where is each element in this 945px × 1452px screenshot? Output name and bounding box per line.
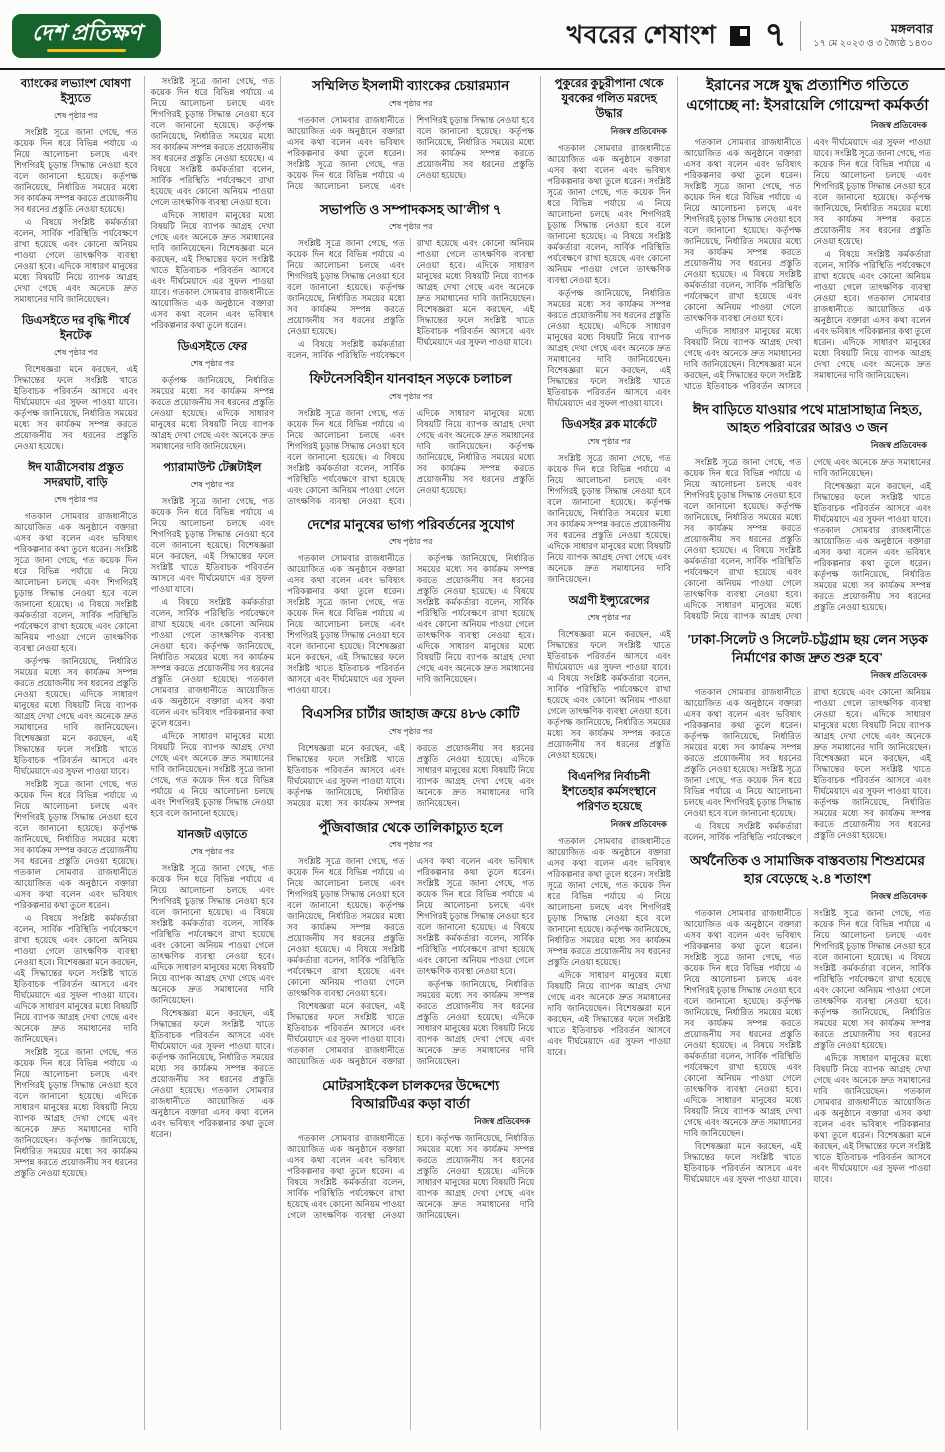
page-number: ৭ — [764, 17, 787, 54]
article — [151, 828, 275, 1140]
article-continuation — [151, 76, 275, 331]
page-content — [0, 70, 945, 1438]
date-line: ১৭ মে ২০২৩ ও ৩ জ্যৈষ্ঠ ১৪৩০ — [813, 39, 933, 50]
article — [683, 632, 931, 843]
article — [547, 594, 671, 761]
article-headline: যানজট এড়াতে — [177, 828, 248, 841]
article-paragraph: সংশ্লিষ্ট সূত্রে জানা গেছে, গত কয়েক দিন ধরে বিভিন্ন পর্যায়ে এ নিয়ে আলোচনা চলছে এবং শিগগিরই চূড়ান্ত সিদ্ধান্ত নেওয়া হবে বলে জানানো হয়েছে। কর্তৃপক্ষ জানিয়েছে, নির্ধারিত সময়ের মধ্যে সব কার্যক্রম সম্পন্ন করতে প্রয়োজনীয় সব ধরনের প্রস্তুতি নেওয়া হয়েছে। — [14, 126, 138, 214]
column-5 — [540, 76, 677, 1430]
article-paragraph: এ বিষয়ে সংশ্লিষ্ট কর্মকর্তারা বলেন, সার্বিক পরিস্থিতি পর্যবেক্ষণে রাখা হয়েছে এবং কোনো অনিয়ম পাওয়া গেলে তাৎক্ষণিক ব্যবস্থা নেওয়া হবে। এদিকে সাধারণ মানুষের মধ্যে বিষয়টি নিয়ে ব্যাপক আগ্রহ দেখা গেছে এবং অনেকে দ্রুত সমাধানের দাবি জানিয়েছেন। বিশেষজ্ঞরা মনে করছেন, এই সিদ্ধান্তের ফলে সংশ্লিষ্ট খাতে ইতিবাচক পরিবর্তন আসবে এবং দীর্ঘমেয়াদে এর সুফল পাওয়া যাবে। কর্তৃপক্ষ জানিয়েছে, নির্ধারিত সময়ের মধ্যে সব কার্যক্রম সম্পন্ন করতে প্রয়োজনীয় সব ধরনের প্রস্তুতি নেওয়া হয়েছে। — [683, 687, 931, 843]
article — [547, 77, 671, 409]
article-paragraph: গতকাল সোমবার রাজধানীতে আয়োজিত এক অনুষ্ঠানে বক্তারা এসব কথা বলেন এবং ভবিষ্যৎ পরিকল্পনার কথা তুলে ধরেন। সংশ্লিষ্ট সূত্রে জানা গেছে, গত কয়েক দিন ধরে বিভিন্ন পর্যায়ে এ নিয়ে আলোচনা চলছে এবং শিগগিরই চূড়ান্ত সিদ্ধান্ত নেওয়া হবে বলে জানানো হয়েছে। এ বিষয়ে সংশ্লিষ্ট কর্মকর্তারা বলেন, সার্বিক পরিস্থিতি পর্যবেক্ষণে রাখা হয়েছে এবং কোনো অনিয়ম পাওয়া গেলে তাৎক্ষণিক ব্যবস্থা নেওয়া হবে। — [547, 142, 671, 285]
article-byline: শেষ পৃষ্ঠার পর — [388, 537, 433, 547]
article-paragraph: এদিকে সাধারণ মানুষের মধ্যে বিষয়টি নিয়ে ব্যাপক আগ্রহ দেখা গেছে এবং অনেকে দ্রুত সমাধানের দাবি জানিয়েছেন। সংশ্লিষ্ট সূত্রে জানা গেছে, গত কয়েক দিন ধরে বিভিন্ন পর্যায়ে এ নিয়ে আলোচনা চলছে এবং শিগগিরই চূড়ান্ত সিদ্ধান্ত নেওয়া হবে বলে জানানো হয়েছে। — [150, 730, 275, 818]
article-paragraph: গতকাল সোমবার রাজধানীতে আয়োজিত এক অনুষ্ঠানে বক্তারা এসব কথা বলেন এবং ভবিষ্যৎ পরিকল্পনার কথা তুলে ধরেন। এ বিষয়ে সংশ্লিষ্ট কর্মকর্তারা বলেন, সার্বিক পরিস্থিতি পর্যবেক্ষণে রাখা হয়েছে এবং কোনো অনিয়ম পাওয়া গেলে তাৎক্ষণিক ব্যবস্থা নেওয়া হবে। কর্তৃপক্ষ জানিয়েছে, নির্ধারিত সময়ের মধ্যে সব কার্যক্রম সম্পন্ন করতে প্রয়োজনীয় সব ধরনের প্রস্তুতি নেওয়া হয়েছে। এদিকে সাধারণ মানুষের মধ্যে বিষয়টি নিয়ে ব্যাপক আগ্রহ দেখা গেছে এবং অনেকে দ্রুত সমাধানের দাবি জানিয়েছেন। — [287, 1133, 535, 1221]
article-paragraph: কর্তৃপক্ষ জানিয়েছে, নির্ধারিত সময়ের মধ্যে সব কার্যক্রম সম্পন্ন করতে প্রয়োজনীয় সব ধরনের প্রস্তুতি নেওয়া হয়েছে। এদিকে সাধারণ মানুষের মধ্যে বিষয়টি নিয়ে ব্যাপক আগ্রহ দেখা গেছে এবং অনেকে দ্রুত সমাধানের দাবি জানিয়েছেন। — [150, 374, 275, 451]
article-headline: ইরানের সঙ্গে যুদ্ধ প্রত্যাশিত গতিতে এগোচ্ছে না: ইসরায়েলি গোয়েন্দা কর্মকর্তা — [686, 78, 929, 114]
article-headline: ঈদ যাত্রীসেবায় প্রস্তুত সদরঘাট, বাড়ি — [28, 461, 124, 489]
date-block — [800, 21, 933, 51]
article — [683, 853, 931, 1186]
article-paragraph: সংশ্লিষ্ট সূত্রে জানা গেছে, গত কয়েক দিন ধরে বিভিন্ন পর্যায়ে এ নিয়ে আলোচনা চলছে এবং শিগগিরই চূড়ান্ত সিদ্ধান্ত নেওয়া হবে বলে জানানো হয়েছে। কর্তৃপক্ষ জানিয়েছে, নির্ধারিত সময়ের মধ্যে সব কার্যক্রম সম্পন্ন করতে প্রয়োজনীয় সব ধরনের প্রস্তুতি নেওয়া হয়েছে। এ বিষয়ে সংশ্লিষ্ট কর্মকর্তারা বলেন, সার্বিক পরিস্থিতি পর্যবেক্ষণে রাখা হয়েছে এবং কোনো অনিয়ম পাওয়া গেলে তাৎক্ষণিক ব্যবস্থা নেওয়া হবে। — [150, 76, 275, 207]
article-paragraph: সংশ্লিষ্ট সূত্রে জানা গেছে, গত কয়েক দিন ধরে বিভিন্ন পর্যায়ে এ নিয়ে আলোচনা চলছে এবং শিগগিরই চূড়ান্ত সিদ্ধান্ত নেওয়া হবে বলে জানানো হয়েছে। এ বিষয়ে সংশ্লিষ্ট কর্মকর্তারা বলেন, সার্বিক পরিস্থিতি পর্যবেক্ষণে রাখা হয়েছে এবং কোনো অনিয়ম পাওয়া গেলে তাৎক্ষণিক ব্যবস্থা নেওয়া হবে। এদিকে সাধারণ মানুষের মধ্যে বিষয়টি নিয়ে ব্যাপক আগ্রহ দেখা গেছে এবং অনেকে দ্রুত সমাধানের দাবি জানিয়েছেন। — [150, 862, 275, 1005]
columns-3-4 — [280, 76, 540, 1430]
article-paragraph: বিশেষজ্ঞরা মনে করছেন, এই সিদ্ধান্তের ফলে সংশ্লিষ্ট খাতে ইতিবাচক পরিবর্তন আসবে এবং দীর্ঘমেয়াদে এর সুফল পাওয়া যাবে। কর্তৃপক্ষ জানিয়েছে, নির্ধারিত সময়ের মধ্যে সব কার্যক্রম সম্পন্ন করতে প্রয়োজনীয় সব ধরনের প্রস্তুতি নেওয়া হয়েছে। গতকাল সোমবার রাজধানীতে আয়োজিত এক অনুষ্ঠানে বক্তারা এসব কথা বলেন এবং ভবিষ্যৎ পরিকল্পনার কথা তুলে ধরেন। — [150, 1007, 275, 1139]
article-paragraph: কর্তৃপক্ষ জানিয়েছে, নির্ধারিত সময়ের মধ্যে সব কার্যক্রম সম্পন্ন করতে প্রয়োজনীয় সব ধরনের প্রস্তুতি নেওয়া হয়েছে। এদিকে সাধারণ মানুষের মধ্যে বিষয়টি নিয়ে ব্যাপক আগ্রহ দেখা গেছে এবং অনেকে দ্রুত সমাধানের দাবি জানিয়েছেন। — [416, 979, 535, 1067]
article-byline: নিজস্ব প্রতিবেদক — [870, 891, 928, 902]
article-headline: ডিএসইতে দর বৃদ্ধি শীর্ষে ইনটেক — [22, 314, 130, 342]
article-paragraph: এ বিষয়ে সংশ্লিষ্ট কর্মকর্তারা বলেন, সার্বিক পরিস্থিতি পর্যবেক্ষণে রাখা হয়েছে এবং কোনো অনিয়ম পাওয়া গেলে তাৎক্ষণিক ব্যবস্থা নেওয়া হবে। কর্তৃপক্ষ জানিয়েছে, নির্ধারিত সময়ের মধ্যে সব কার্যক্রম সম্পন্ন করতে প্রয়োজনীয় সব ধরনের প্রস্তুতি নেওয়া হয়েছে। গতকাল সোমবার রাজধানীতে আয়োজিত এক অনুষ্ঠানে বক্তারা এসব কথা বলেন এবং ভবিষ্যৎ পরিকল্পনার কথা তুলে ধরেন। — [150, 596, 275, 728]
article-headline: অগ্রণী ইন্স্যুরেন্সের — [568, 594, 650, 607]
article-byline: নিজস্ব প্রতিবেদক — [870, 440, 928, 451]
article — [151, 340, 275, 452]
article-paragraph: সংশ্লিষ্ট সূত্রে জানা গেছে, গত কয়েক দিন ধরে বিভিন্ন পর্যায়ে এ নিয়ে আলোচনা চলছে এবং শিগগিরই চূড়ান্ত সিদ্ধান্ত নেওয়া হবে বলে জানানো হয়েছে। এদিকে সাধারণ মানুষের মধ্যে বিষয়টি নিয়ে ব্যাপক আগ্রহ দেখা গেছে এবং অনেকে দ্রুত সমাধানের দাবি জানিয়েছেন। কর্তৃপক্ষ জানিয়েছে, নির্ধারিত সময়ের মধ্যে সব কার্যক্রম সম্পন্ন করতে প্রয়োজনীয় সব ধরনের প্রস্তুতি নেওয়া হয়েছে। — [14, 1046, 138, 1178]
article-paragraph: সংশ্লিষ্ট সূত্রে জানা গেছে, গত কয়েক দিন ধরে বিভিন্ন পর্যায়ে এ নিয়ে আলোচনা চলছে এবং শিগগিরই চূড়ান্ত সিদ্ধান্ত নেওয়া হবে বলে জানানো হয়েছে। কর্তৃপক্ষ জানিয়েছে, নির্ধারিত সময়ের মধ্যে সব কার্যক্রম সম্পন্ন করতে প্রয়োজনীয় সব ধরনের প্রস্তুতি নেওয়া হয়েছে। গতকাল সোমবার রাজধানীতে আয়োজিত এক অনুষ্ঠানে বক্তারা এসব কথা বলেন এবং ভবিষ্যৎ পরিকল্পনার কথা তুলে ধরেন। — [14, 778, 138, 910]
article — [14, 314, 138, 452]
article-byline: শেষ পৃষ্ঠার পর — [53, 110, 98, 120]
article-headline: ঈদ বাড়িতে যাওয়ার পথে মাদ্রাসাছাত্র নিহত, আহত পরিবারের আরও ৩ জন — [692, 402, 923, 435]
article-byline: শেষ পৃষ্ঠার পর — [587, 612, 631, 622]
column-2 — [144, 76, 281, 1430]
section-title: খবরের শেষাংশ — [566, 21, 717, 49]
article-paragraph: গতকাল সোমবার রাজধানীতে আয়োজিত এক অনুষ্ঠানে বক্তারা এসব কথা বলেন এবং ভবিষ্যৎ পরিকল্পনার কথা তুলে ধরেন। সংশ্লিষ্ট সূত্রে জানা গেছে, গত কয়েক দিন ধরে বিভিন্ন পর্যায়ে এ নিয়ে আলোচনা চলছে এবং শিগগিরই চূড়ান্ত সিদ্ধান্ত নেওয়া হবে বলে জানানো হয়েছে। বিশেষজ্ঞরা মনে করছেন, এই সিদ্ধান্তের ফলে সংশ্লিষ্ট খাতে ইতিবাচক পরিবর্তন আসবে এবং দীর্ঘমেয়াদে এর সুফল পাওয়া যাবে। — [287, 553, 405, 696]
article-paragraph: সংশ্লিষ্ট সূত্রে জানা গেছে, গত কয়েক দিন ধরে বিভিন্ন পর্যায়ে এ নিয়ে আলোচনা চলছে এবং শিগগিরই চূড়ান্ত সিদ্ধান্ত নেওয়া হবে বলে জানানো হয়েছে। কর্তৃপক্ষ জানিয়েছে, নির্ধারিত সময়ের মধ্যে সব কার্যক্রম সম্পন্ন করতে প্রয়োজনীয় সব ধরনের প্রস্তুতি নেওয়া হয়েছে। এদিকে সাধারণ মানুষের মধ্যে বিষয়টি নিয়ে ব্যাপক আগ্রহ দেখা গেছে এবং অনেকে দ্রুত সমাধানের দাবি জানিয়েছেন। — [547, 452, 671, 584]
article-paragraph: গতকাল সোমবার রাজধানীতে আয়োজিত এক অনুষ্ঠানে বক্তারা এসব কথা বলেন এবং ভবিষ্যৎ পরিকল্পনার কথা তুলে ধরেন। সংশ্লিষ্ট সূত্রে জানা গেছে, গত কয়েক দিন ধরে বিভিন্ন পর্যায়ে এ নিয়ে আলোচনা চলছে এবং শিগগিরই চূড়ান্ত সিদ্ধান্ত নেওয়া হবে বলে জানানো হয়েছে। এ বিষয়ে সংশ্লিষ্ট কর্মকর্তারা বলেন, সার্বিক পরিস্থিতি পর্যবেক্ষণে রাখা হয়েছে এবং কোনো অনিয়ম পাওয়া গেলে তাৎক্ষণিক ব্যবস্থা নেওয়া হবে। — [14, 510, 138, 653]
section-ornament-icon — [730, 26, 750, 46]
article — [287, 201, 535, 361]
article-byline: নিজস্ব প্রতিবেদক — [870, 670, 928, 681]
article-byline: শেষ পৃষ্ঠার পর — [388, 391, 433, 401]
article-paragraph: এ বিষয়ে সংশ্লিষ্ট কর্মকর্তারা বলেন, সার্বিক পরিস্থিতি পর্যবেক্ষণে রাখা হয়েছে এবং কোনো অনিয়ম পাওয়া গেলে তাৎক্ষণিক ব্যবস্থা নেওয়া হবে। বিশেষজ্ঞরা মনে করছেন, এই সিদ্ধান্তের ফলে সংশ্লিষ্ট খাতে ইতিবাচক পরিবর্তন আসবে এবং দীর্ঘমেয়াদে এর সুফল পাওয়া যাবে। এদিকে সাধারণ মানুষের মধ্যে বিষয়টি নিয়ে ব্যাপক আগ্রহ দেখা গেছে এবং অনেকে দ্রুত সমাধানের দাবি জানিয়েছেন। — [14, 912, 138, 1044]
article-paragraph: সংশ্লিষ্ট সূত্রে জানা গেছে, গত কয়েক দিন ধরে বিভিন্ন পর্যায়ে এ নিয়ে আলোচনা চলছে এবং শিগগিরই চূড়ান্ত সিদ্ধান্ত নেওয়া হবে বলে জানানো হয়েছে। বিশেষজ্ঞরা মনে করছেন, এই সিদ্ধান্তের ফলে সংশ্লিষ্ট খাতে ইতিবাচক পরিবর্তন আসবে এবং দীর্ঘমেয়াদে এর সুফল পাওয়া যাবে। — [150, 495, 275, 594]
article-headline: ডিএসইর ব্লক মার্কেটে — [561, 418, 657, 431]
article-headline: পুঁজিবাজার থেকে তালিকাচ্যুত হলে — [318, 819, 503, 835]
article-byline: শেষ পৃষ্ঠার পর — [53, 494, 98, 504]
article-byline: শেষ পৃষ্ঠার পর — [190, 358, 235, 368]
logo-underline-accent — [47, 49, 126, 52]
article — [151, 461, 275, 819]
article-headline: 'ঢাকা-সিলেট ও সিলেট-চট্টগ্রাম ছয় লেন সড়ক নির্মাণের কাজ দ্রুত শুরু হবে' — [687, 632, 928, 665]
article-headline: প্যারামাউন্ট টেক্সটাইল — [163, 461, 262, 474]
article-headline: মোটরসাইকেল চালকদের উদ্দেশ্যে বিআরটিএর কড়া বার্তা — [322, 1078, 500, 1111]
article-paragraph: বিশেষজ্ঞরা মনে করছেন, এই সিদ্ধান্তের ফলে সংশ্লিষ্ট খাতে ইতিবাচক পরিবর্তন আসবে এবং দীর্ঘমেয়াদে এর সুফল পাওয়া যাবে। কর্তৃপক্ষ জানিয়েছে, নির্ধারিত সময়ের মধ্যে সব কার্যক্রম সম্পন্ন করতে প্রয়োজনীয় সব ধরনের প্রস্তুতি নেওয়া হয়েছে। এদিকে সাধারণ মানুষের মধ্যে বিষয়টি নিয়ে ব্যাপক আগ্রহ দেখা গেছে এবং অনেকে দ্রুত সমাধানের দাবি জানিয়েছেন। — [287, 742, 535, 808]
article-byline: শেষ পৃষ্ঠার পর — [388, 726, 433, 736]
article-headline: ব্যাংকের লভ্যাংশ ঘোষণা ইস্যুতে — [20, 78, 131, 105]
columns-6-7 — [677, 76, 937, 1430]
article-headline: পুকুরের কুচুরীপানা থেকে যুবকের গলিত মরদেহ উদ্ধার — [554, 78, 664, 120]
article-byline: শেষ পৃষ্ঠার পর — [53, 347, 98, 357]
article-byline: শেষ পৃষ্ঠার পর — [587, 436, 631, 446]
article-paragraph: কর্তৃপক্ষ জানিয়েছে, নির্ধারিত সময়ের মধ্যে সব কার্যক্রম সম্পন্ন করতে প্রয়োজনীয় সব ধরনের প্রস্তুতি নেওয়া হয়েছে। এদিকে সাধারণ মানুষের মধ্যে বিষয়টি নিয়ে ব্যাপক আগ্রহ দেখা গেছে এবং অনেকে দ্রুত সমাধানের দাবি জানিয়েছেন। বিশেষজ্ঞরা মনে করছেন, এই সিদ্ধান্তের ফলে সংশ্লিষ্ট খাতে ইতিবাচক পরিবর্তন আসবে এবং দীর্ঘমেয়াদে এর সুফল পাওয়া যাবে। — [547, 287, 671, 408]
article-byline: নিজস্ব প্রতিবেদক — [610, 818, 667, 829]
article-headline: দেশের মানুষের ভাগ্য পরিবর্তনের সুযোগ — [307, 516, 515, 532]
article-paragraph: কর্তৃপক্ষ জানিয়েছে, নির্ধারিত সময়ের মধ্যে সব কার্যক্রম সম্পন্ন করতে প্রয়োজনীয় সব ধরনের প্রস্তুতি নেওয়া হয়েছে। এ বিষয়ে সংশ্লিষ্ট কর্মকর্তারা বলেন, সার্বিক পরিস্থিতি পর্যবেক্ষণে রাখা হয়েছে এবং কোনো অনিয়ম পাওয়া গেলে তাৎক্ষণিক ব্যবস্থা নেওয়া হবে। এদিকে সাধারণ মানুষের মধ্যে বিষয়টি নিয়ে ব্যাপক আগ্রহ দেখা গেছে এবং অনেকে দ্রুত সমাধানের দাবি জানিয়েছেন। — [416, 553, 535, 685]
article-headline: সম্মিলিত ইসলামী ব্যাংকের চেয়ারম্যান — [312, 78, 510, 93]
article-headline: সভাপতি ও সম্পাদকসহ আ'লীগ ৭ — [319, 201, 502, 217]
article-headline: ডিএসইতে ফের — [177, 341, 248, 353]
article-byline: শেষ পৃষ্ঠার পর — [388, 840, 433, 850]
article-byline: শেষ পৃষ্ঠার পর — [190, 846, 235, 856]
article-paragraph: এদিকে সাধারণ মানুষের মধ্যে বিষয়টি নিয়ে ব্যাপক আগ্রহ দেখা গেছে এবং অনেকে দ্রুত সমাধানের দাবি জানিয়েছেন। বিশেষজ্ঞরা মনে করছেন, এই সিদ্ধান্তের ফলে সংশ্লিষ্ট খাতে ইতিবাচক পরিবর্তন আসবে এবং দীর্ঘমেয়াদে এর সুফল পাওয়া যাবে। সংশ্লিষ্ট সূত্রে জানা গেছে, গত কয়েক দিন ধরে বিভিন্ন পর্যায়ে এ নিয়ে আলোচনা চলছে এবং শিগগিরই চূড়ান্ত সিদ্ধান্ত নেওয়া হবে বলে জানানো হয়েছে। কর্তৃপক্ষ জানিয়েছে, নির্ধারিত সময়ের মধ্যে সব কার্যক্রম সম্পন্ন করতে প্রয়োজনীয় সব ধরনের প্রস্তুতি নেওয়া হয়েছে। — [683, 137, 931, 391]
article-paragraph: বিশেষজ্ঞরা মনে করছেন, এই সিদ্ধান্তের ফলে সংশ্লিষ্ট খাতে ইতিবাচক পরিবর্তন আসবে এবং দীর্ঘমেয়াদে এর সুফল পাওয়া যাবে। এ বিষয়ে সংশ্লিষ্ট কর্মকর্তারা বলেন, সার্বিক পরিস্থিতি পর্যবেক্ষণে রাখা হয়েছে এবং কোনো অনিয়ম পাওয়া গেলে তাৎক্ষণিক ব্যবস্থা নেওয়া হবে। কর্তৃপক্ষ জানিয়েছে, নির্ধারিত সময়ের মধ্যে সব কার্যক্রম সম্পন্ন করতে প্রয়োজনীয় সব ধরনের প্রস্তুতি নেওয়া হয়েছে। — [547, 628, 671, 760]
article-paragraph: গতকাল সোমবার রাজধানীতে আয়োজিত এক অনুষ্ঠানে বক্তারা এসব কথা বলেন এবং ভবিষ্যৎ পরিকল্পনার কথা তুলে ধরেন। সংশ্লিষ্ট সূত্রে জানা গেছে, গত কয়েক দিন ধরে বিভিন্ন পর্যায়ে এ নিয়ে আলোচনা চলছে এবং শিগগিরই চূড়ান্ত সিদ্ধান্ত নেওয়া হবে বলে জানানো হয়েছে। কর্তৃপক্ষ জানিয়েছে, নির্ধারিত সময়ের মধ্যে সব কার্যক্রম সম্পন্ন করতে প্রয়োজনীয় সব ধরনের প্রস্তুতি নেওয়া হয়েছে। এ বিষয়ে সংশ্লিষ্ট কর্মকর্তারা বলেন, সার্বিক পরিস্থিতি পর্যবেক্ষণে রাখা হয়েছে এবং কোনো অনিয়ম পাওয়া গেলে তাৎক্ষণিক ব্যবস্থা নেওয়া হবে। এদিকে সাধারণ মানুষের মধ্যে বিষয়টি নিয়ে ব্যাপক আগ্রহ দেখা গেছে এবং অনেকে দ্রুত সমাধানের দাবি জানিয়েছেন। — [683, 908, 802, 1139]
article — [287, 78, 535, 192]
article-paragraph: বিশেষজ্ঞরা মনে করছেন, এই সিদ্ধান্তের ফলে সংশ্লিষ্ট খাতে ইতিবাচক পরিবর্তন আসবে এবং দীর্ঘমেয়াদে এর সুফল পাওয়া যাবে। সংশ্লিষ্ট সূত্রে জানা গেছে, গত কয়েক দিন ধরে বিভিন্ন পর্যায়ে এ নিয়ে আলোচনা চলছে এবং শিগগিরই চূড়ান্ত সিদ্ধান্ত নেওয়া হবে বলে জানানো হয়েছে। এ বিষয়ে সংশ্লিষ্ট কর্মকর্তারা বলেন, সার্বিক পরিস্থিতি পর্যবেক্ষণে রাখা হয়েছে এবং কোনো অনিয়ম পাওয়া গেলে তাৎক্ষণিক ব্যবস্থা নেওয়া হবে। কর্তৃপক্ষ জানিয়েছে, নির্ধারিত সময়ের মধ্যে সব কার্যক্রম সম্পন্ন করতে প্রয়োজনীয় সব ধরনের প্রস্তুতি নেওয়া হয়েছে। — [683, 908, 931, 1185]
article-byline: নিজস্ব প্রতিবেদক — [870, 120, 928, 130]
article-paragraph: গতকাল সোমবার রাজধানীতে আয়োজিত এক অনুষ্ঠানে বক্তারা এসব কথা বলেন এবং ভবিষ্যৎ পরিকল্পনার কথা তুলে ধরেন। কর্তৃপক্ষ জানিয়েছে, নির্ধারিত সময়ের মধ্যে সব কার্যক্রম সম্পন্ন করতে প্রয়োজনীয় সব ধরনের প্রস্তুতি নেওয়া হয়েছে। সংশ্লিষ্ট সূত্রে জানা গেছে, গত কয়েক দিন ধরে বিভিন্ন পর্যায়ে এ নিয়ে আলোচনা চলছে এবং শিগগিরই চূড়ান্ত সিদ্ধান্ত নেওয়া হবে বলে জানানো হয়েছে। — [683, 687, 802, 819]
weekday: মঙ্গলবার — [890, 22, 933, 37]
article-paragraph: বিশেষজ্ঞরা মনে করছেন, এই সিদ্ধান্তের ফলে সংশ্লিষ্ট খাতে ইতিবাচক পরিবর্তন আসবে এবং দীর্ঘমেয়াদে এর সুফল পাওয়া যাবে। কর্তৃপক্ষ জানিয়েছে, নির্ধারিত সময়ের মধ্যে সব কার্যক্রম সম্পন্ন করতে প্রয়োজনীয় সব ধরনের প্রস্তুতি নেওয়া হয়েছে। — [14, 363, 138, 451]
article — [287, 371, 535, 507]
article-paragraph: এ বিষয়ে সংশ্লিষ্ট কর্মকর্তারা বলেন, সার্বিক পরিস্থিতি পর্যবেক্ষণে রাখা হয়েছে এবং কোনো অনিয়ম পাওয়া গেলে তাৎক্ষণিক ব্যবস্থা নেওয়া হবে। এদিকে সাধারণ মানুষের মধ্যে বিষয়টি নিয়ে ব্যাপক আগ্রহ দেখা গেছে এবং অনেকে দ্রুত সমাধানের দাবি জানিয়েছেন। বিশেষজ্ঞরা মনে করছেন, এই সিদ্ধান্তের ফলে সংশ্লিষ্ট খাতে ইতিবাচক পরিবর্তন আসবে এবং দীর্ঘমেয়াদে এর সুফল পাওয়া যাবে। — [287, 238, 535, 361]
article-headline: অর্থনৈতিক ও সামাজিক বাস্তবতায় শিশুশ্রমের হার বেড়েছে ২.৪ শতাংশ — [689, 853, 925, 886]
article-byline: শেষ পৃষ্ঠার পর — [388, 222, 433, 232]
article-paragraph: এদিকে সাধারণ মানুষের মধ্যে বিষয়টি নিয়ে ব্যাপক আগ্রহ দেখা গেছে এবং অনেকে দ্রুত সমাধানের দাবি জানিয়েছেন। গতকাল সোমবার রাজধানীতে আয়োজিত এক অনুষ্ঠানে বক্তারা এসব কথা বলেন এবং ভবিষ্যৎ পরিকল্পনার কথা তুলে ধরেন। বিশেষজ্ঞরা মনে করছেন, এই সিদ্ধান্তের ফলে সংশ্লিষ্ট খাতে ইতিবাচক পরিবর্তন আসবে এবং দীর্ঘমেয়াদে এর সুফল পাওয়া যাবে। — [813, 1053, 931, 1185]
article-paragraph: সংশ্লিষ্ট সূত্রে জানা গেছে, গত কয়েক দিন ধরে বিভিন্ন পর্যায়ে এ নিয়ে আলোচনা চলছে এবং শিগগিরই চূড়ান্ত সিদ্ধান্ত নেওয়া হবে বলে জানানো হয়েছে। এ বিষয়ে সংশ্লিষ্ট কর্মকর্তারা বলেন, সার্বিক পরিস্থিতি পর্যবেক্ষণে রাখা হয়েছে এবং কোনো অনিয়ম পাওয়া গেলে তাৎক্ষণিক ব্যবস্থা নেওয়া হবে। এদিকে সাধারণ মানুষের মধ্যে বিষয়টি নিয়ে ব্যাপক আগ্রহ দেখা গেছে এবং অনেকে দ্রুত সমাধানের দাবি জানিয়েছেন। কর্তৃপক্ষ জানিয়েছে, নির্ধারিত সময়ের মধ্যে সব কার্যক্রম সম্পন্ন করতে প্রয়োজনীয় সব ধরনের প্রস্তুতি নেওয়া হয়েছে। — [287, 407, 535, 506]
article — [683, 78, 931, 392]
article — [547, 418, 671, 585]
article-byline: নিজস্ব প্রতিবেদক — [474, 1116, 531, 1127]
article-paragraph: এদিকে সাধারণ মানুষের মধ্যে বিষয়টি নিয়ে ব্যাপক আগ্রহ দেখা গেছে এবং অনেকে দ্রুত সমাধানের দাবি জানিয়েছেন। বিশেষজ্ঞরা মনে করছেন, এই সিদ্ধান্তের ফলে সংশ্লিষ্ট খাতে ইতিবাচক পরিবর্তন আসবে এবং দীর্ঘমেয়াদে এর সুফল পাওয়া যাবে। — [547, 969, 671, 1057]
article-byline: শেষ পৃষ্ঠার পর — [190, 479, 235, 489]
article-byline: নিজস্ব প্রতিবেদক — [610, 125, 667, 136]
article-headline: বিএনপির নির্বাচনী ইশতেহার কর্মসংস্থানে পরিণত হয়েছে — [562, 770, 657, 813]
article-paragraph: গতকাল সোমবার রাজধানীতে আয়োজিত এক অনুষ্ঠানে বক্তারা এসব কথা বলেন এবং ভবিষ্যৎ পরিকল্পনার কথা তুলে ধরেন। সংশ্লিষ্ট সূত্রে জানা গেছে, গত কয়েক দিন ধরে বিভিন্ন পর্যায়ে এ নিয়ে আলোচনা চলছে এবং শিগগিরই চূড়ান্ত সিদ্ধান্ত নেওয়া হবে বলে জানানো হয়েছে। কর্তৃপক্ষ জানিয়েছে, নির্ধারিত সময়ের মধ্যে সব কার্যক্রম সম্পন্ন করতে প্রয়োজনীয় সব ধরনের প্রস্তুতি নেওয়া হয়েছে। — [547, 835, 671, 967]
article-paragraph: সংশ্লিষ্ট সূত্রে জানা গেছে, গত কয়েক দিন ধরে বিভিন্ন পর্যায়ে এ নিয়ে আলোচনা চলছে এবং শিগগিরই চূড়ান্ত সিদ্ধান্ত নেওয়া হবে বলে জানানো হয়েছে। কর্তৃপক্ষ জানিয়েছে, নির্ধারিত সময়ের মধ্যে সব কার্যক্রম সম্পন্ন করতে প্রয়োজনীয় সব ধরনের প্রস্তুতি নেওয়া হয়েছে। এ বিষয়ে সংশ্লিষ্ট কর্মকর্তারা বলেন, সার্বিক পরিস্থিতি পর্যবেক্ষণে রাখা হয়েছে এবং কোনো অনিয়ম পাওয়া গেলে তাৎক্ষণিক ব্যবস্থা নেওয়া হবে। — [287, 856, 405, 999]
article — [287, 706, 535, 810]
column-1 — [8, 76, 144, 1430]
newspaper-logo — [12, 14, 161, 57]
article — [287, 1078, 535, 1222]
article-headline: ফিটনেসবিহীন যানবাহন সড়কে চলাচল — [309, 371, 512, 387]
masthead-right — [567, 15, 933, 58]
article — [683, 402, 931, 622]
article-paragraph: এ বিষয়ে সংশ্লিষ্ট কর্মকর্তারা বলেন, সার্বিক পরিস্থিতি পর্যবেক্ষণে রাখা হয়েছে এবং কোনো অনিয়ম পাওয়া গেলে তাৎক্ষণিক ব্যবস্থা নেওয়া হবে। এদিকে সাধারণ মানুষের মধ্যে বিষয়টি নিয়ে ব্যাপক আগ্রহ দেখা গেছে এবং অনেকে দ্রুত সমাধানের দাবি জানিয়েছেন। — [14, 216, 138, 304]
article-paragraph: বিশেষজ্ঞরা মনে করছেন, এই সিদ্ধান্তের ফলে সংশ্লিষ্ট খাতে ইতিবাচক পরিবর্তন আসবে এবং দীর্ঘমেয়াদে এর সুফল পাওয়া যাবে। গতকাল সোমবার রাজধানীতে আয়োজিত এক অনুষ্ঠানে বক্তারা এসব কথা বলেন এবং ভবিষ্যৎ পরিকল্পনার কথা তুলে ধরেন। কর্তৃপক্ষ জানিয়েছে, নির্ধারিত সময়ের মধ্যে সব কার্যক্রম সম্পন্ন করতে প্রয়োজনীয় সব ধরনের প্রস্তুতি নেওয়া হয়েছে। — [813, 481, 931, 613]
article — [14, 461, 138, 1179]
masthead — [0, 0, 945, 70]
article-paragraph: গতকাল সোমবার রাজধানীতে আয়োজিত এক অনুষ্ঠানে বক্তারা এসব কথা বলেন এবং ভবিষ্যৎ পরিকল্পনার কথা তুলে ধরেন। সংশ্লিষ্ট সূত্রে জানা গেছে, গত কয়েক দিন ধরে বিভিন্ন পর্যায়ে এ নিয়ে আলোচনা চলছে এবং শিগগিরই চূড়ান্ত সিদ্ধান্ত নেওয়া হবে বলে জানানো হয়েছে। কর্তৃপক্ষ জানিয়েছে, নির্ধারিত সময়ের মধ্যে সব কার্যক্রম সম্পন্ন করতে প্রয়োজনীয় সব ধরনের প্রস্তুতি নেওয়া হয়েছে। — [287, 114, 535, 191]
article — [287, 516, 535, 696]
newspaper-name: দেশ প্রতিক্ষণ — [32, 20, 142, 46]
article-byline: শেষ পৃষ্ঠার পর — [388, 98, 433, 108]
article-paragraph: এ বিষয়ে সংশ্লিষ্ট কর্মকর্তারা বলেন, সার্বিক পরিস্থিতি পর্যবেক্ষণে রাখা হয়েছে এবং কোনো অনিয়ম পাওয়া গেলে তাৎক্ষণিক ব্যবস্থা নেওয়া হবে। গতকাল সোমবার রাজধানীতে আয়োজিত এক অনুষ্ঠানে বক্তারা এসব কথা বলেন এবং ভবিষ্যৎ পরিকল্পনার কথা তুলে ধরেন। এদিকে সাধারণ মানুষের মধ্যে বিষয়টি নিয়ে ব্যাপক আগ্রহ দেখা গেছে এবং অনেকে দ্রুত সমাধানের দাবি জানিয়েছেন। — [813, 249, 931, 380]
article — [287, 819, 535, 1068]
article — [547, 770, 671, 1058]
article-paragraph: গতকাল সোমবার রাজধানীতে আয়োজিত এক অনুষ্ঠানে বক্তারা এসব কথা বলেন এবং ভবিষ্যৎ পরিকল্পনার কথা তুলে ধরেন। সংশ্লিষ্ট সূত্রে জানা গেছে, গত কয়েক দিন ধরে বিভিন্ন পর্যায়ে এ নিয়ে আলোচনা চলছে এবং শিগগিরই চূড়ান্ত সিদ্ধান্ত নেওয়া হবে বলে জানানো হয়েছে। কর্তৃপক্ষ জানিয়েছে, নির্ধারিত সময়ের মধ্যে সব কার্যক্রম সম্পন্ন করতে প্রয়োজনীয় সব ধরনের প্রস্তুতি নেওয়া হয়েছে। এ বিষয়ে সংশ্লিষ্ট কর্মকর্তারা বলেন, সার্বিক পরিস্থিতি পর্যবেক্ষণে রাখা হয়েছে এবং কোনো অনিয়ম পাওয়া গেলে তাৎক্ষণিক ব্যবস্থা নেওয়া হবে। — [683, 137, 802, 323]
article-paragraph: কর্তৃপক্ষ জানিয়েছে, নির্ধারিত সময়ের মধ্যে সব কার্যক্রম সম্পন্ন করতে প্রয়োজনীয় সব ধরনের প্রস্তুতি নেওয়া হয়েছে। এদিকে সাধারণ মানুষের মধ্যে বিষয়টি নিয়ে ব্যাপক আগ্রহ দেখা গেছে এবং অনেকে দ্রুত সমাধানের দাবি জানিয়েছেন। বিশেষজ্ঞরা মনে করছেন, এই সিদ্ধান্তের ফলে সংশ্লিষ্ট খাতে ইতিবাচক পরিবর্তন আসবে এবং দীর্ঘমেয়াদে এর সুফল পাওয়া যাবে। — [14, 655, 138, 776]
article-paragraph: বিশেষজ্ঞরা মনে করছেন, এই সিদ্ধান্তের ফলে সংশ্লিষ্ট খাতে ইতিবাচক পরিবর্তন আসবে এবং দীর্ঘমেয়াদে এর সুফল পাওয়া যাবে। গতকাল সোমবার রাজধানীতে আয়োজিত এক অনুষ্ঠানে বক্তারা এসব কথা বলেন এবং ভবিষ্যৎ পরিকল্পনার কথা তুলে ধরেন। সংশ্লিষ্ট সূত্রে জানা গেছে, গত কয়েক দিন ধরে বিভিন্ন পর্যায়ে এ নিয়ে আলোচনা চলছে এবং শিগগিরই চূড়ান্ত সিদ্ধান্ত নেওয়া হবে বলে জানানো হয়েছে। এ বিষয়ে সংশ্লিষ্ট কর্মকর্তারা বলেন, সার্বিক পরিস্থিতি পর্যবেক্ষণে রাখা হয়েছে এবং কোনো অনিয়ম পাওয়া গেলে তাৎক্ষণিক ব্যবস্থা নেওয়া হবে। — [287, 856, 535, 1067]
article-paragraph: সংশ্লিষ্ট সূত্রে জানা গেছে, গত কয়েক দিন ধরে বিভিন্ন পর্যায়ে এ নিয়ে আলোচনা চলছে এবং শিগগিরই চূড়ান্ত সিদ্ধান্ত নেওয়া হবে বলে জানানো হয়েছে। কর্তৃপক্ষ জানিয়েছে, নির্ধারিত সময়ের মধ্যে সব কার্যক্রম সম্পন্ন করতে প্রয়োজনীয় সব ধরনের প্রস্তুতি নেওয়া হয়েছে। এ বিষয়ে সংশ্লিষ্ট কর্মকর্তারা বলেন, সার্বিক পরিস্থিতি পর্যবেক্ষণে রাখা হয়েছে এবং কোনো অনিয়ম পাওয়া গেলে তাৎক্ষণিক ব্যবস্থা নেওয়া হবে। এদিকে সাধারণ মানুষের মধ্যে বিষয়টি নিয়ে ব্যাপক আগ্রহ দেখা গেছে এবং অনেকে দ্রুত সমাধানের দাবি জানিয়েছেন। — [683, 457, 931, 622]
article — [14, 77, 138, 305]
article-headline: বিএসসির চার্টার জাহাজ ক্রয়ে ৪৮৬ কোটি — [301, 706, 520, 722]
article-paragraph: সংশ্লিষ্ট সূত্রে জানা গেছে, গত কয়েক দিন ধরে বিভিন্ন পর্যায়ে এ নিয়ে আলোচনা চলছে এবং শিগগিরই চূড়ান্ত সিদ্ধান্ত নেওয়া হবে বলে জানানো হয়েছে। কর্তৃপক্ষ জানিয়েছে, নির্ধারিত সময়ের মধ্যে সব কার্যক্রম সম্পন্ন করতে প্রয়োজনীয় সব ধরনের প্রস্তুতি নেওয়া হয়েছে। — [287, 238, 405, 337]
article-paragraph: এদিকে সাধারণ মানুষের মধ্যে বিষয়টি নিয়ে ব্যাপক আগ্রহ দেখা গেছে এবং অনেকে দ্রুত সমাধানের দাবি জানিয়েছেন। বিশেষজ্ঞরা মনে করছেন, এই সিদ্ধান্তের ফলে সংশ্লিষ্ট খাতে ইতিবাচক পরিবর্তন আসবে এবং দীর্ঘমেয়াদে এর সুফল পাওয়া যাবে। গতকাল সোমবার রাজধানীতে আয়োজিত এক অনুষ্ঠানে বক্তারা এসব কথা বলেন এবং ভবিষ্যৎ পরিকল্পনার কথা তুলে ধরেন। — [150, 210, 275, 330]
